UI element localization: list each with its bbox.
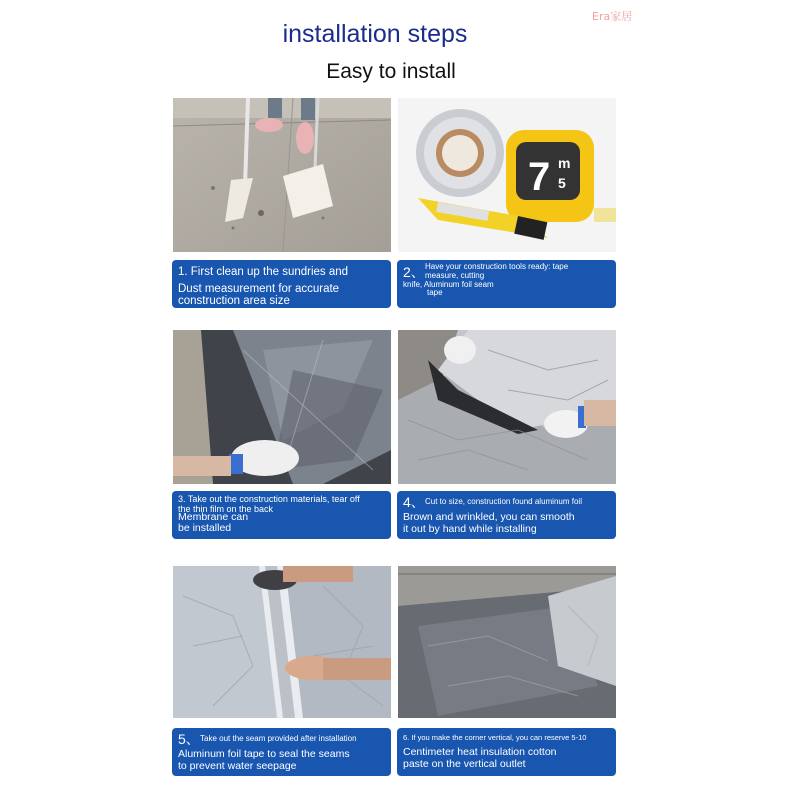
page-subtitle: Easy to install xyxy=(326,60,456,83)
svg-text:5: 5 xyxy=(558,175,566,191)
step-3-line: the thin film on the back xyxy=(178,503,274,514)
step-6-photo xyxy=(398,566,616,718)
step-6-line: Centimeter heat insulation cotton xyxy=(403,746,557,759)
step-1-line: 1. First clean up the sundries and xyxy=(178,266,349,278)
page-title: installation steps xyxy=(282,20,468,48)
step-4-line: Brown and wrinkled, you can smooth xyxy=(403,511,575,524)
step-3-caption xyxy=(172,491,391,539)
step-5-line: to prevent water seepage xyxy=(178,759,297,772)
step-3-line: Membrane can xyxy=(178,510,249,523)
step-2-line: measure, cutting xyxy=(425,270,485,280)
step-2-line: Have your construction tools ready: tape xyxy=(425,262,569,271)
step-2-caption xyxy=(397,260,616,308)
step-2-line: knife, Aluminum foil seam xyxy=(403,279,494,289)
step-1-photo xyxy=(173,98,391,252)
step-5-line: Aluminum foil tape to seal the seams xyxy=(178,748,350,761)
svg-text:m: m xyxy=(558,155,571,171)
step-5-line: Take out the seam provided after installation xyxy=(200,734,357,744)
watermark: Era家居 xyxy=(592,10,633,23)
step-6-caption xyxy=(397,728,616,776)
step-1-line: Dust measurement for accurate xyxy=(178,282,340,295)
tape-measure-label: 7 xyxy=(528,155,551,199)
step-6-line: 6. If you make the corner vertical, you can reserve 5-10 xyxy=(403,733,587,742)
step-2-number: 2、 xyxy=(403,264,425,280)
step-4-line: it out by hand while installing xyxy=(403,522,537,535)
step-4-caption xyxy=(397,491,616,539)
step-2-line: tape xyxy=(427,288,443,298)
step-1-line: construction area size xyxy=(178,295,290,308)
step-4-line: Cut to size, construction found aluminum foil xyxy=(425,497,582,507)
step-3-line: be installed xyxy=(178,522,232,535)
step-2-photo xyxy=(398,98,616,252)
step-3-line: 3. Take out the construction materials, tear off xyxy=(178,494,360,504)
step-6-line: paste on the vertical outlet xyxy=(403,757,526,770)
step-4-number: 4、 xyxy=(403,494,425,510)
step-5-caption xyxy=(172,728,391,776)
step-1-caption xyxy=(172,260,391,308)
step-3-photo xyxy=(173,330,391,484)
step-5-number: 5、 xyxy=(178,731,200,747)
step-4-photo xyxy=(398,330,616,484)
step-5-photo xyxy=(173,566,391,718)
